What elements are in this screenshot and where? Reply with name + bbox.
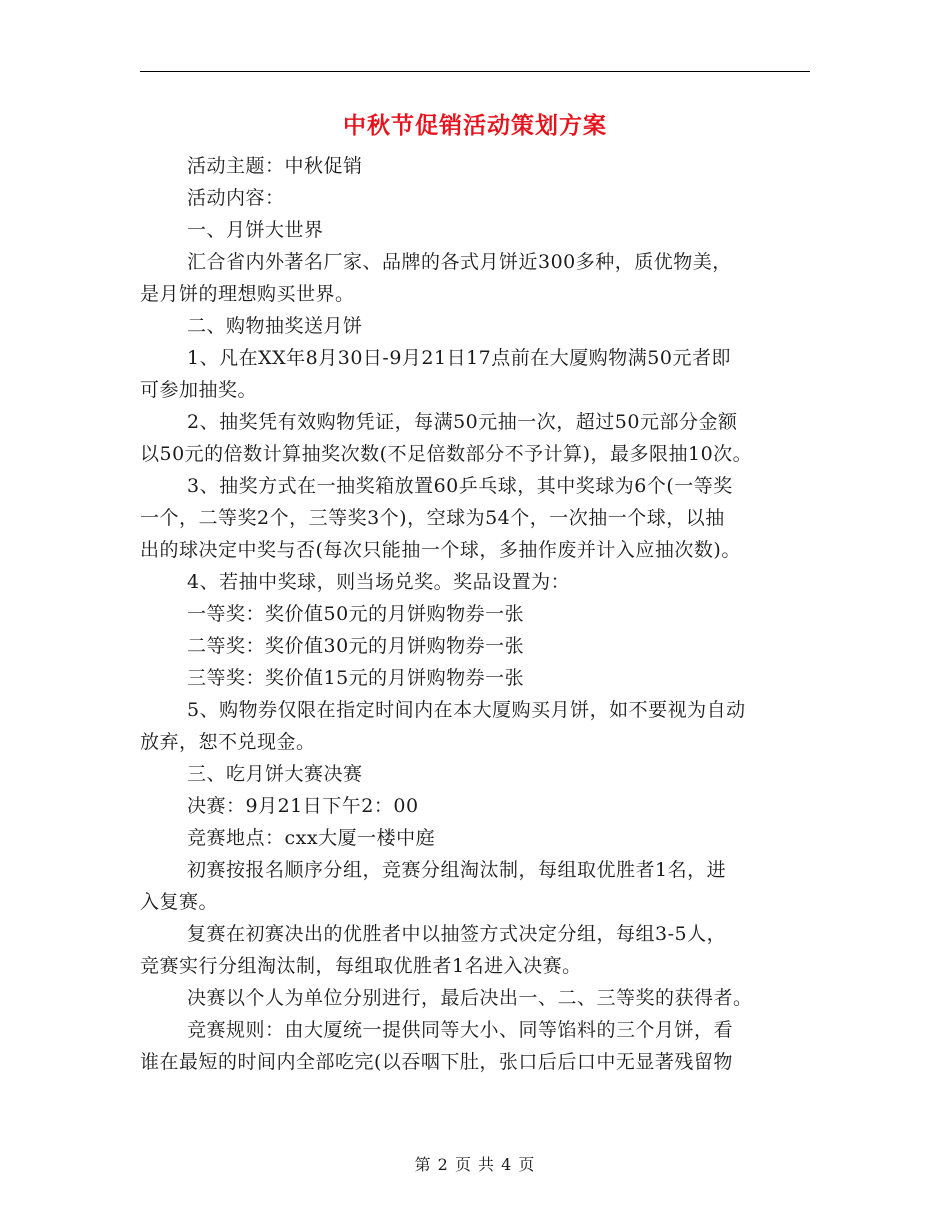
- body-line: 出的球决定中奖与否(每次只能抽一个球，多抽作废并计入应抽次数)。: [140, 539, 741, 561]
- body-line: 二等奖：奖价值30元的月饼购物券一张: [187, 635, 525, 657]
- body-line: 一等奖：奖价值50元的月饼购物券一张: [187, 603, 525, 625]
- body-line: 以50元的倍数计算抽奖次数(不足倍数部分不予计算)，最多限抽10次。: [140, 443, 753, 465]
- body-line: 放弃，恕不兑现金。: [140, 731, 316, 753]
- body-line: 2、抽奖凭有效购物凭证，每满50元抽一次，超过50元部分金额: [187, 411, 738, 433]
- body-line: 决赛：9月21日下午2：00: [187, 795, 419, 817]
- body-line: 3、抽奖方式在一抽奖箱放置60乒乓球，其中奖球为6个(一等奖: [187, 475, 733, 497]
- document-title: 中秋节促销活动策划方案: [343, 112, 607, 139]
- body-line: 一、月饼大世界: [187, 219, 324, 241]
- body-line: 初赛按报名顺序分组，竞赛分组淘汰制，每组取优胜者1名，进: [187, 859, 727, 881]
- body-line: 三、吃月饼大赛决赛: [187, 763, 363, 785]
- body-line: 5、购物券仅限在指定时间内在本大厦购买月饼，如不要视为自动: [187, 699, 746, 721]
- body-line: 复赛在初赛决出的优胜者中以抽签方式决定分组，每组3-5人，: [187, 923, 727, 945]
- body-line: 活动内容：: [187, 187, 285, 209]
- body-line: 入复赛。: [140, 891, 219, 913]
- body-line: 可参加抽奖。: [140, 379, 258, 401]
- document-body: [140, 150, 820, 1078]
- body-line: 是月饼的理想购买世界。: [140, 283, 355, 305]
- body-line: 一个，二等奖2个，三等奖3个)，空球为54个，一次抽一个球，以抽: [140, 507, 725, 529]
- body-line: 决赛以个人为单位分别进行，最后决出一、二、三等奖的获得者。: [187, 987, 753, 1009]
- body-line: 活动主题：中秋促销: [187, 155, 363, 177]
- body-line: 竞赛地点：cxx大厦一楼中庭: [187, 827, 436, 849]
- page-number-footer: 第 2 页 共 4 页: [414, 1155, 536, 1174]
- body-line: 谁在最短的时间内全部吃完(以吞咽下肚，张口后后口中无显著残留物: [140, 1051, 733, 1073]
- body-line: 汇合省内外著名厂家、品牌的各式月饼近300多种，质优物美，: [187, 251, 732, 273]
- header-rule: [140, 71, 810, 72]
- body-line: 竞赛实行分组淘汰制，每组取优胜者1名进入决赛。: [140, 955, 582, 977]
- body-line: 三等奖：奖价值15元的月饼购物券一张: [187, 667, 525, 689]
- body-line: 竞赛规则：由大厦统一提供同等大小、同等馅料的三个月饼，看: [187, 1019, 734, 1041]
- body-line: 1、凡在XX年8月30日-9月21日17点前在大厦购物满50元者即: [187, 347, 731, 369]
- body-line: 二、购物抽奖送月饼: [187, 315, 363, 337]
- body-line: 4、若抽中奖球，则当场兑奖。奖品设置为：: [187, 571, 571, 593]
